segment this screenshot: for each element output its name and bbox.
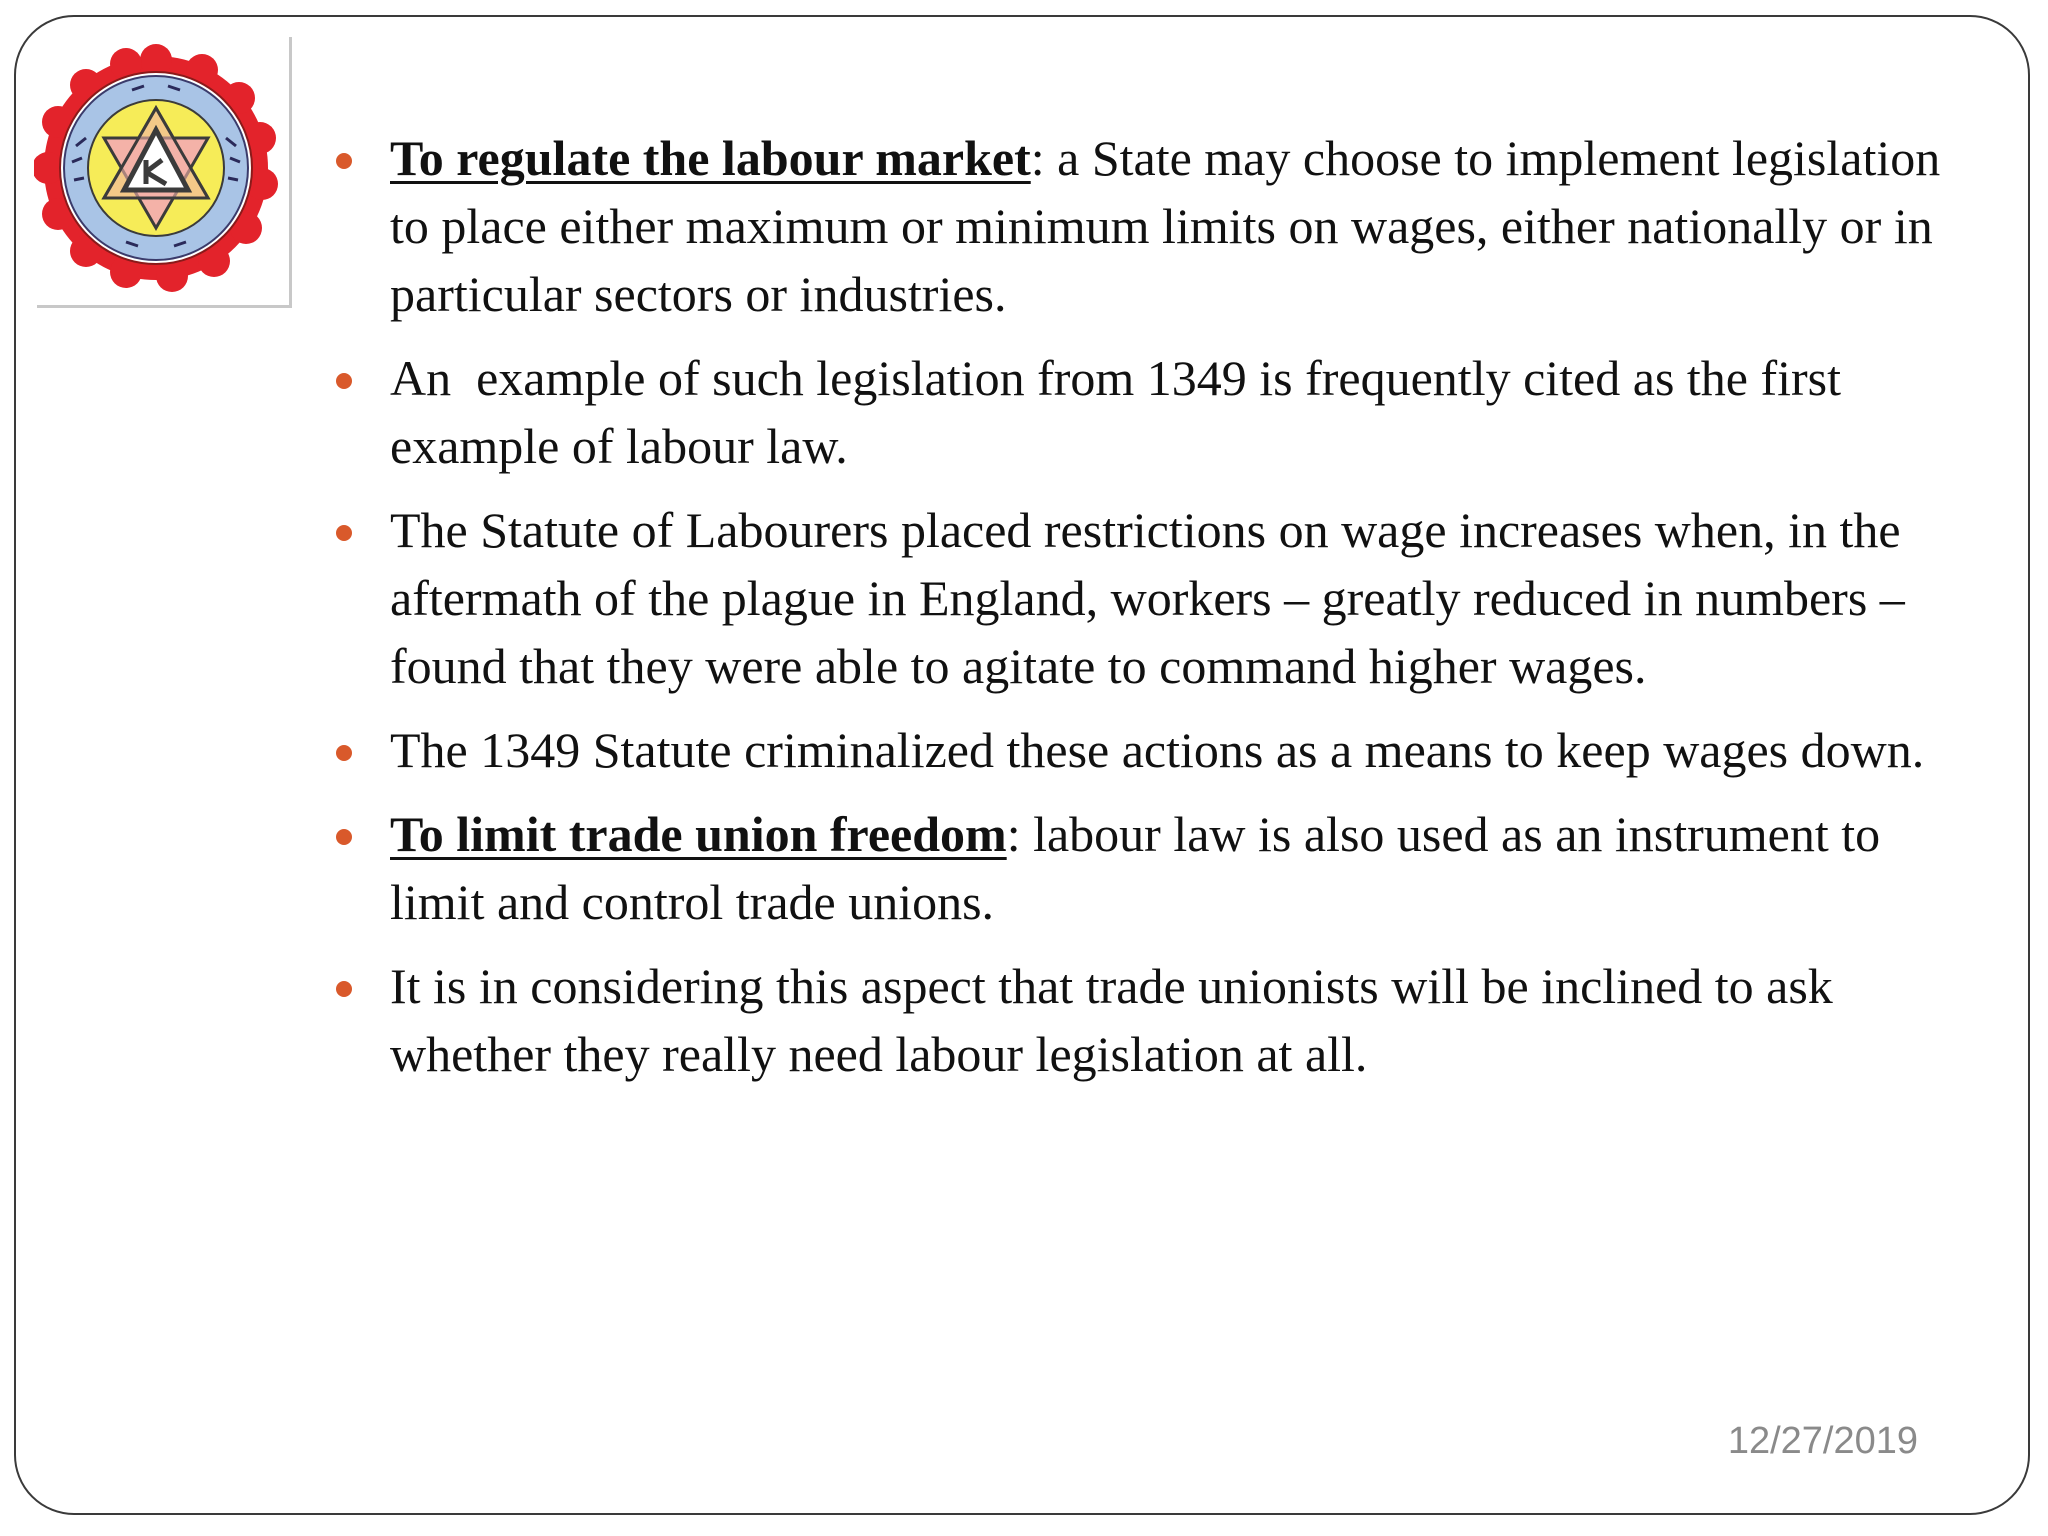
bullet-item <box>324 344 1984 480</box>
bullet-text: The 1349 Statute criminalized these actions as a means to keep wages down. <box>390 722 1925 778</box>
bullet-item <box>324 800 1984 936</box>
university-seal-icon <box>34 34 289 305</box>
bullet-dot-icon <box>336 829 352 845</box>
bullet-text: An example of such legislation from 1349 is frequently cited as the first example of labour law. <box>390 350 1854 474</box>
bullet-item <box>324 496 1984 700</box>
bullet-lead: To limit trade union freedom <box>390 806 1007 862</box>
bullet-list <box>324 124 1984 1104</box>
bullet-text: It is in considering this aspect that trade unionists will be inclined to ask whether they really need labour legislation at all. <box>390 958 1833 1082</box>
slide-date: 12/27/2019 <box>1727 1420 1918 1462</box>
bullet-dot-icon <box>336 981 352 997</box>
bullet-dot-icon <box>336 373 352 389</box>
bullet-text: The Statute of Labourers placed restrictions on wage increases when, in the aftermath of the plague in England, workers – greatly reduced in numbers – found that they were able to agitate to command higher wages. <box>390 502 1905 694</box>
bullet-item <box>324 124 1984 328</box>
bullet-text: : a State may choose to implement legislation to place either maximum or minimum limits on wages, either nationally or in particular sectors or industries. <box>390 130 1941 322</box>
bullet-dot-icon <box>336 153 352 169</box>
bullet-item <box>324 716 1984 784</box>
bullet-item <box>324 952 1984 1088</box>
university-logo <box>34 34 289 305</box>
bullet-lead: To regulate the labour market <box>390 130 1031 186</box>
bullet-dot-icon <box>336 525 352 541</box>
bullet-text: : labour law is also used as an instrument to limit and control trade unions. <box>390 806 1881 930</box>
bullet-dot-icon <box>336 745 352 761</box>
